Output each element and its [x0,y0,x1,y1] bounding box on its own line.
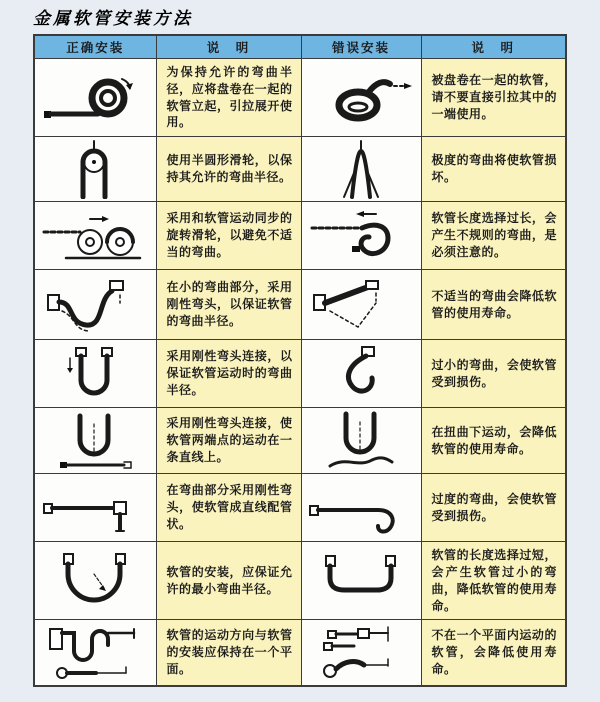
wrong-image-cell [301,137,421,202]
rigid-elbow-s-curve-drawing [40,273,150,337]
wrong-image-cell [301,474,421,542]
short-shallow-u-drawing [306,550,416,612]
correct-image-cell [34,137,156,202]
wrong-description-cell: 在扭曲下运动，会降低软管的使用寿命。 [421,408,566,474]
wrong-description-cell: 不在一个平面内运动的软管，会降低使用寿命。 [421,620,566,686]
installation-method-table [33,34,567,687]
header-wrong-description: 说 明 [421,35,566,59]
synchronized-pulleys-drawing [40,206,150,266]
twisted-u-motion-drawing [306,410,416,472]
inline-u-motion-drawing [40,410,150,472]
correct-description-cell: 软管的运动方向与软管的安装应保持在一个平面。 [156,620,301,686]
table-row [34,542,566,620]
correct-description-cell: 在弯曲部分采用刚性弯头，使软管成直线配管状。 [156,474,301,542]
correct-image-cell [34,59,156,137]
wrong-image-cell [301,202,421,270]
tight-hook-bend-drawing [306,344,416,404]
correct-image-cell [34,408,156,474]
wrong-image-cell [301,542,421,620]
wrong-image-cell [301,270,421,340]
non-planar-motion-drawing [306,623,416,683]
table-row [34,202,566,270]
page-title: 金属软管安装方法 [33,9,193,29]
correct-description-cell: 采用刚性弯头连接，以保证软管运动时的弯曲半径。 [156,340,301,408]
wrong-image-cell [301,408,421,474]
correct-image-cell [34,620,156,686]
header-correct-install: 正确安装 [34,35,156,59]
upright-coil-drawing [40,67,150,129]
correct-image-cell [34,340,156,408]
table-row [34,59,566,137]
correct-description-cell: 软管的安装，应保证允许的最小弯曲半径。 [156,542,301,620]
table-row [34,408,566,474]
wrong-description-cell: 极度的弯曲将使软管损坏。 [421,137,566,202]
header-row [34,35,566,59]
correct-image-cell [34,542,156,620]
correct-image-cell [34,474,156,542]
semicircular-pulley-drawing [40,139,150,199]
wrong-image-cell [301,620,421,686]
correct-description-cell: 采用刚性弯头连接，使软管两端点的运动在一条直线上。 [156,408,301,474]
wrong-description-cell: 软管长度选择过长，会产生不规则的弯曲，是必须注意的。 [421,202,566,270]
wrong-description-cell: 被盘卷在一起的软管，请不要直接引拉其中的一端使用。 [421,59,566,137]
wrong-description-cell: 软管的长度选择过短，会产生软管过小的弯曲，降低软管的使用寿命。 [421,542,566,620]
overbent-elbow-drawing [306,478,416,538]
table-row [34,137,566,202]
wrong-description-cell: 不适当的弯曲会降低软管的使用寿命。 [421,270,566,340]
correct-description-cell: 为保持允许的弯曲半径，应将盘卷在一起的软管立起，引拉展开使用。 [156,59,301,137]
planar-trap-drawing [40,623,150,683]
sharp-angle-bend-drawing [306,273,416,337]
correct-description-cell: 采用和软管运动同步的旋转滑轮，以避免不适当的弯曲。 [156,202,301,270]
header-wrong-install: 错误安装 [301,35,421,59]
table-row [34,620,566,686]
wrong-description-cell: 过度的弯曲，会使软管受到损伤。 [421,474,566,542]
correct-description-cell: 使用半圆形滑轮，以保持其允许的弯曲半径。 [156,137,301,202]
table-row [34,340,566,408]
straight-elbow-drawing [40,478,150,538]
table-row [34,474,566,542]
table-row [34,270,566,340]
wrong-image-cell [301,59,421,137]
correct-description-cell: 在小的弯曲部分，采用刚性弯头，以保证软管的弯曲半径。 [156,270,301,340]
correct-image-cell [34,270,156,340]
excess-length-loop-drawing [306,206,416,266]
correct-image-cell [34,202,156,270]
rigid-elbow-u-drawing [40,344,150,404]
min-radius-u-drawing [40,550,150,612]
flat-coil-pull-drawing [306,67,416,129]
header-correct-description: 说 明 [156,35,301,59]
hairpin-bend-drawing [306,139,416,199]
wrong-image-cell [301,340,421,408]
wrong-description-cell: 过小的弯曲，会使软管受到损伤。 [421,340,566,408]
